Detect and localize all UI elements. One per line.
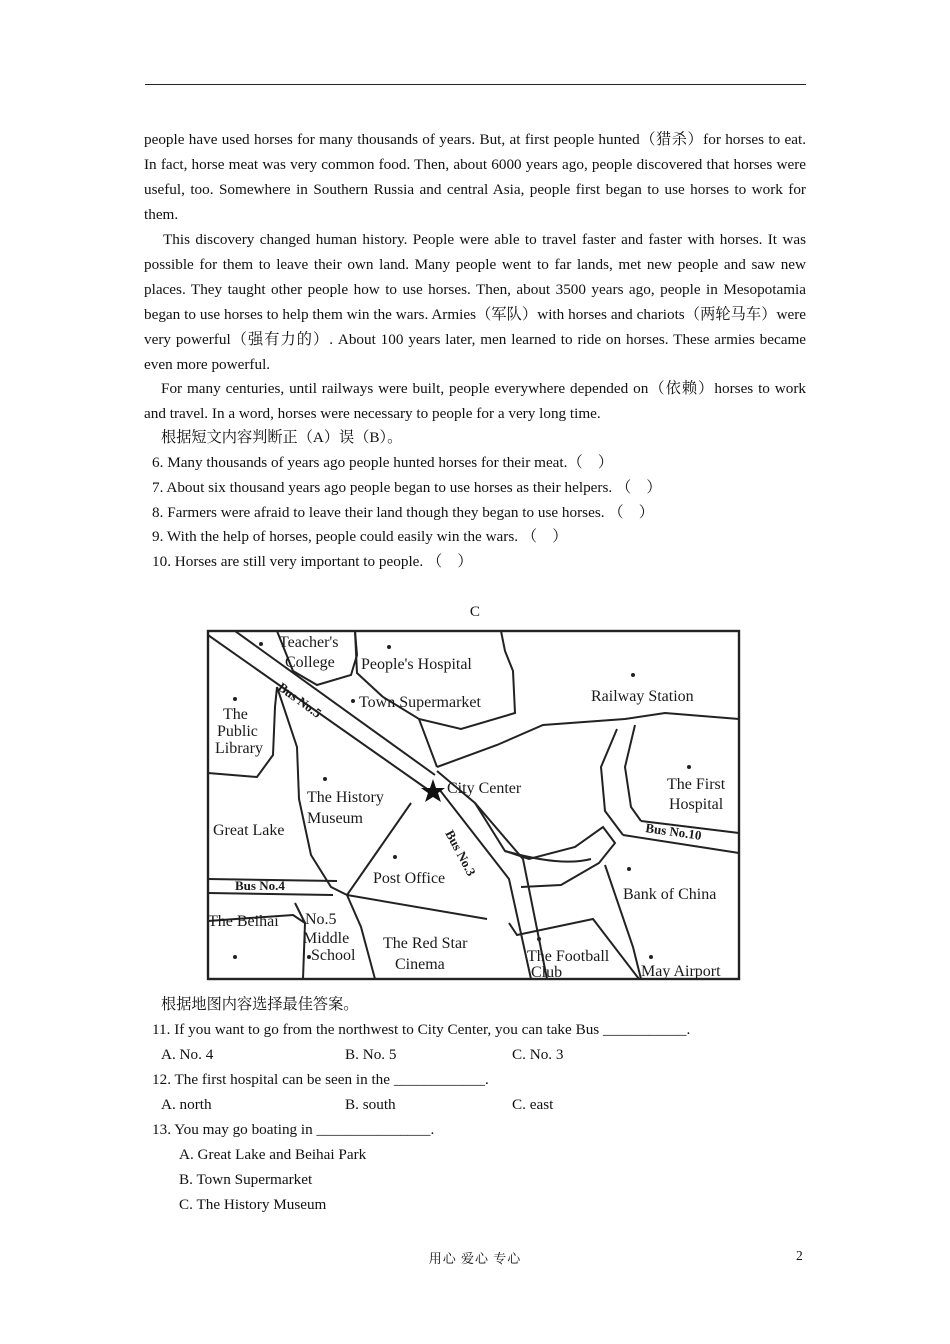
map-label-middle-school-3: School [311,947,356,964]
question-12: 12. The first hospital can be seen in the ____________. [152,1071,489,1088]
map-label-beihai: The Beihai [208,913,279,930]
map-label-football-club-2: Club [531,964,563,981]
map-label-town-supermarket: Town Supermarket [359,694,481,711]
map-label-railway-station: Railway Station [591,688,694,705]
q13-option-b: B. Town Supermarket [179,1171,313,1188]
map-label-football-club-1: The Football [527,948,610,965]
map-label-red-star-1: The Red Star [383,935,468,952]
map-label-library-1: The [223,706,248,723]
map-label-bus4: Bus No.4 [235,878,285,893]
section-c-title: C [469,603,481,620]
map-label-middle-school-2: Middle [303,930,350,947]
q11-option-a: A. No. 4 [161,1046,214,1063]
passage-paragraph-3: For many centuries, until railways were built, people everywhere depended on（依赖）horses to work and travel. In a word, horses were necessary to people for a very long time. [144,380,806,422]
map-instruction: 根据地图内容选择最佳答案。 [161,996,359,1013]
question-11: 11. If you want to go from the northwest to City Center, you can take Bus ___________. [152,1021,691,1038]
map-label-middle-school-1: No.5 [305,911,337,928]
q11-option-b: B. No. 5 [345,1046,397,1063]
passage-paragraph-2: This discovery changed human history. People were able to travel faster and faster with horses. It was possible for them to leave their own land. Many people went to far lands, met new people and saw new places. They taught other people how to use horses. Then, about 3500 years ago, people in Mesopotamia began to use horses to help them win the wars. Armies（军队）with horses and chariots（两轮马车）were very powerful（强有力的）. About 100 years later, men learned to ride on horses. These armies became even more powerful. [144,231,806,373]
footer-motto: 用心 爱心 专心 [428,1251,522,1266]
question-9: 9. With the help of horses, people could easily win the wars. （ ） [152,528,568,545]
q13-option-a: A. Great Lake and Beihai Park [179,1146,367,1163]
true-false-instruction: 根据短文内容判断正（A）误（B）。 [161,429,403,446]
map-label-post-office: Post Office [373,870,446,887]
q12-option-b: B. south [345,1096,396,1113]
map-label-city-center: City Center [447,780,522,797]
question-13: 13. You may go boating in _______________. [152,1121,435,1138]
map-label-history-museum-1: The History [307,789,384,806]
map-label-history-museum-2: Museum [307,810,363,827]
q13-option-c: C. The History Museum [179,1196,327,1213]
city-map [205,627,743,983]
map-label-great-lake: Great Lake [213,822,285,839]
map-label-first-hospital-1: The First [667,776,726,793]
map-label-peoples-hospital: People's Hospital [361,656,472,673]
map-label-teachers-college-2: College [285,654,335,671]
q11-option-c: C. No. 3 [512,1046,564,1063]
map-label-red-star-2: Cinema [395,956,445,973]
question-8: 8. Farmers were afraid to leave their land though they began to use horses. （ ） [152,504,654,521]
question-7: 7. About six thousand years ago people began to use horses as their helpers. （ ） [152,479,662,496]
map-label-may-airport: May Airport [641,963,721,980]
map-label-bus3: Bus No.3 [442,827,480,879]
passage-paragraph-1: people have used horses for many thousands of years. But, at first people hunted（猎杀）for horses to eat. In fact, horse meat was very common food. Then, about 6000 years ago, people discovered that horses were useful, too. Somewhere in Southern Russia and central Asia, people first began to use horses to work for them. [144,131,806,223]
map-label-first-hospital-2: Hospital [669,796,724,813]
header-rule [145,84,806,85]
map-label-bus5: Bus No.5 [275,679,325,721]
map-label-library-2: Public [217,723,258,740]
map-label-bus10: Bus No.10 [644,820,703,843]
map-label-bank-of-china: Bank of China [623,886,717,903]
question-6: 6. Many thousands of years ago people hunted horses for their meat.（ ） [152,454,614,471]
page-number: 2 [796,1248,803,1263]
q12-option-a: A. north [161,1096,212,1113]
question-10: 10. Horses are still very important to people. （ ） [152,553,473,570]
map-label-library-3: Library [215,740,263,757]
q12-option-c: C. east [512,1096,554,1113]
map-label-teachers-college-1: Teacher's [279,634,339,651]
